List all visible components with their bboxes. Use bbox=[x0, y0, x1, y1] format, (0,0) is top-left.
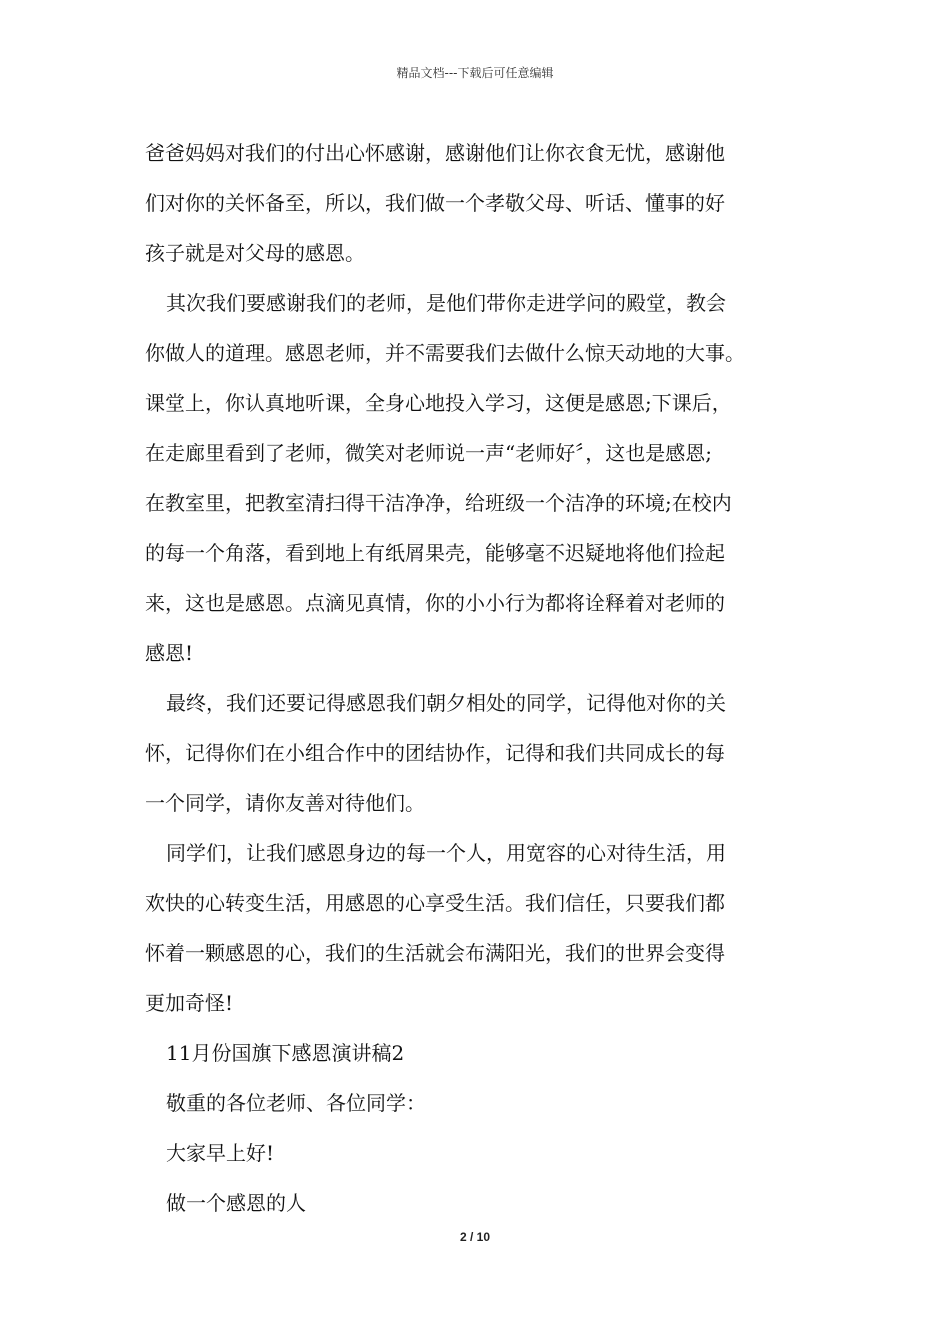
text-line: 欢快的心转变生活，用感恩的心享受生活。我们信任，只要我们都 bbox=[145, 891, 725, 915]
paragraph-conclusion bbox=[145, 828, 817, 1028]
text-line: 来，这也是感恩。点滴见真情，你的小小行为都将诠释着对老师的 bbox=[145, 591, 725, 615]
greeting-line: 敬重的各位老师、各位同学： bbox=[166, 1091, 426, 1115]
text-line: 怀着一颗感恩的心，我们的生活就会布满阳光，我们的世界会变得 bbox=[145, 941, 725, 965]
text-line: 在教室里，把教室清扫得干洁净净，给班级一个洁净的环境;在校内 bbox=[145, 491, 732, 515]
morning-greeting: 大家早上好! bbox=[166, 1141, 275, 1165]
text-line: 们对你的关怀备至，所以，我们做一个孝敬父母、听话、懂事的好 bbox=[145, 191, 725, 215]
section-title: 11月份国旗下感恩演讲稿2 bbox=[166, 1041, 405, 1065]
text-line: 一个同学，请你友善对待他们。 bbox=[145, 791, 425, 815]
text-line: 在走廊里看到了老师，微笑对老师说一声“老师好〞，这也是感恩; bbox=[145, 441, 712, 465]
text-line: 你做人的道理。感恩老师，并不需要我们去做什么惊天动地的大事。 bbox=[145, 341, 745, 365]
paragraph-classmates bbox=[145, 678, 817, 828]
text-line: 最终，我们还要记得感恩我们朝夕相处的同学，记得他对你的关 bbox=[166, 691, 726, 715]
text-line: 更加奇怪! bbox=[145, 991, 234, 1015]
paragraph-teachers bbox=[145, 278, 817, 678]
page-number: 2 / 10 bbox=[459, 1230, 491, 1244]
text-line: 孩子就是对父母的感恩。 bbox=[145, 241, 365, 265]
paragraph-parents bbox=[145, 128, 817, 278]
document-body bbox=[145, 128, 817, 1228]
speech-subtitle: 做一个感恩的人 bbox=[166, 1191, 306, 1215]
text-line: 爸爸妈妈对我们的付出心怀感谢，感谢他们让你衣食无忧，感谢他 bbox=[145, 141, 725, 165]
text-line: 感恩! bbox=[145, 641, 194, 665]
text-line: 怀，记得你们在小组合作中的团结协作，记得和我们共同成长的每 bbox=[145, 741, 725, 765]
text-line: 其次我们要感谢我们的老师，是他们带你走进学问的殿堂，教会 bbox=[166, 291, 726, 315]
text-line: 的每一个角落，看到地上有纸屑果壳，能够毫不迟疑地将他们捡起 bbox=[145, 541, 725, 565]
page-header: 精品文档---下载后可任意编辑 bbox=[396, 66, 554, 80]
text-line: 课堂上，你认真地听课，全身心地投入学习，这便是感恩;下课后， bbox=[145, 391, 732, 415]
text-line: 同学们，让我们感恩身边的每一个人，用宽容的心对待生活，用 bbox=[166, 841, 726, 865]
